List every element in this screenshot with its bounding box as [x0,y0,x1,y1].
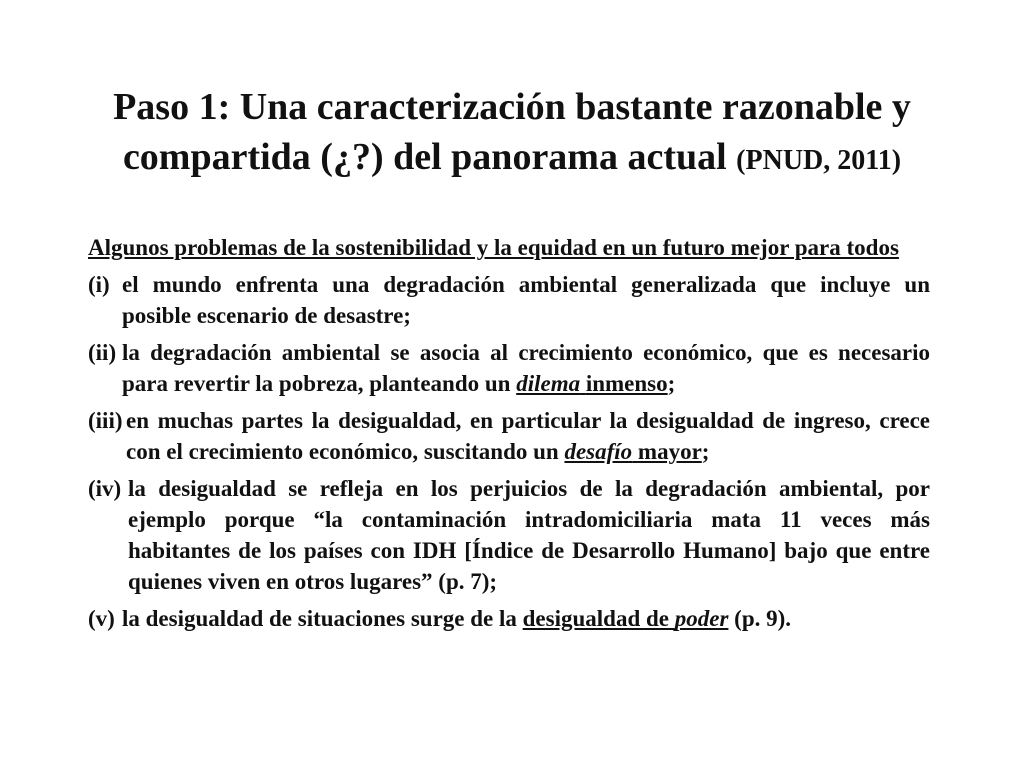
item-text [122,337,930,399]
item-text-before: en muchas partes la desigualdad, en particular la desigualdad de ingreso, crece con el crecimiento económico, suscitando un [126,408,930,464]
item-text: el mundo enfrenta una degradación ambiental generalizada que incluye un posible escenario de desastre; [122,272,930,328]
item-emphasis-italic: desafío [564,439,633,464]
item-emphasis-plain: desigualdad de [522,606,675,631]
item-emphasis-italic: poder [674,606,729,631]
list-item-iv [88,473,930,597]
list-item-v [88,603,930,634]
item-text-after: ; [667,371,676,396]
slide-title [60,82,964,186]
item-text: la desigualdad se refleja en los perjuicios de la degradación ambiental, por ejemplo porque “la contaminación intradomiciliaria mata 11 veces más habitantes de los países con IDH [Índice de Desarrollo Humano] bajo que entre quienes viven en otros lugares” (p. 7); [128,476,930,594]
item-text [122,603,930,634]
item-emphasis [523,606,729,631]
item-text-before: la degradación ambiental se asocia al crecimiento económico, que es necesario para revertir la pobreza, planteando un [122,340,930,396]
item-emphasis-plain: inmenso [585,371,668,396]
item-marker: (iv) [88,476,122,501]
item-text-after: (p. 9). [728,606,792,631]
item-emphasis [516,371,667,396]
title-citation: (PNUD, 2011) [736,145,902,176]
list-item-iii [88,405,930,467]
item-text-before: la desigualdad de situaciones surge de la [122,606,523,631]
item-marker: (i) [88,272,110,297]
item-emphasis-plain: mayor [637,439,702,464]
list-heading: Algunos problemas de la sostenibilidad y la equidad en un futuro mejor para todos [88,235,899,260]
item-marker: (v) [88,606,115,631]
item-text-after: ; [701,439,710,464]
item-emphasis [564,439,701,464]
title-line-1: Paso 1: Una caracterización bastante razonable y [113,86,911,128]
content-list [88,232,930,640]
list-item-ii [88,337,930,399]
item-marker: (iii) [88,408,123,433]
item-text [126,405,930,467]
title-line-2: compartida (¿?) del panorama actual [122,136,727,178]
list-item-i [88,269,930,331]
item-emphasis-italic: dilema [516,371,581,396]
item-marker: (ii) [88,340,117,365]
